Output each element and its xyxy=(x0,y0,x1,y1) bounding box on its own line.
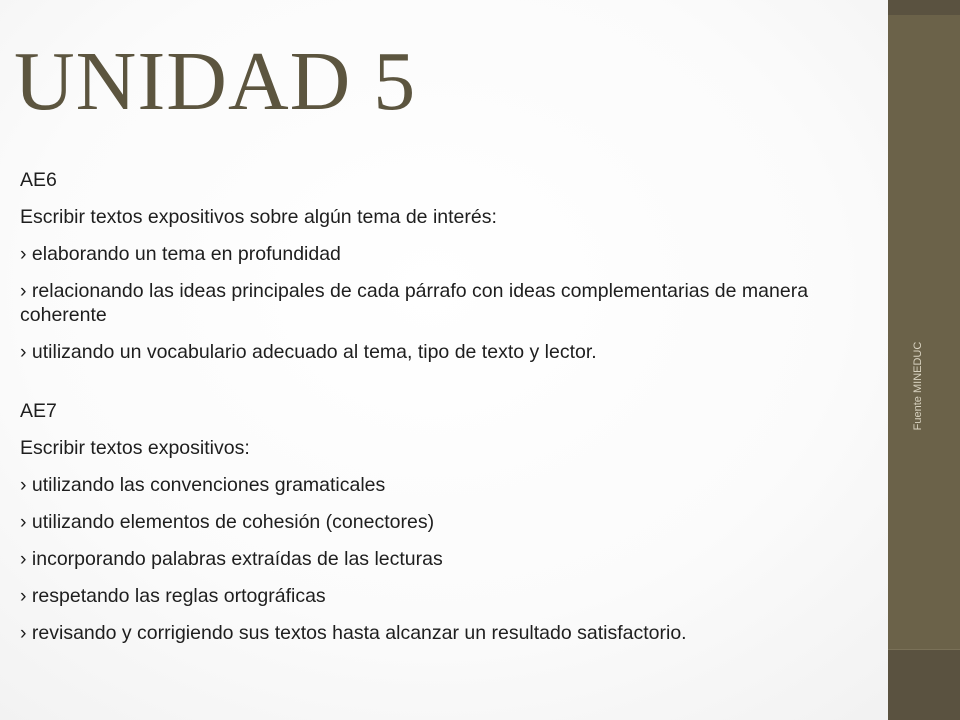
section-heading: Escribir textos expositivos: xyxy=(20,437,250,459)
section-heading: Escribir textos expositivos sobre algún tema de interés: xyxy=(20,206,497,228)
slide-title: UNIDAD 5 xyxy=(14,35,417,128)
section-code: AE7 xyxy=(20,400,57,422)
bullet-item: › revisando y corrigiendo sus textos hasta alcanzar un resultado satisfactorio. xyxy=(20,622,687,644)
slide-body xyxy=(20,168,886,658)
bullet-item: › elaborando un tema en profundidad xyxy=(20,243,341,265)
section-ae6 xyxy=(20,168,886,364)
bullet-item: › utilizando las convenciones gramaticales xyxy=(20,474,386,496)
bullet-item: › utilizando elementos de cohesión (conectores) xyxy=(20,511,435,533)
sidebar-band xyxy=(888,0,960,720)
section-code: AE6 xyxy=(20,169,57,191)
section-ae7 xyxy=(20,399,886,645)
bullet-item: › utilizando un vocabulario adecuado al tema, tipo de texto y lector. xyxy=(20,341,597,363)
bullet-item: › incorporando palabras extraídas de las lecturas xyxy=(20,548,443,570)
bullet-item: › relacionando las ideas principales de cada párrafo con ideas complementarias de manera coherente xyxy=(20,280,809,326)
section-spacer xyxy=(20,377,886,399)
sidebar-band-top xyxy=(888,0,960,15)
source-note: Fuente MINEDUC xyxy=(912,341,924,431)
sidebar-band-bottom xyxy=(888,649,960,720)
bullet-item: › respetando las reglas ortográficas xyxy=(20,585,326,607)
